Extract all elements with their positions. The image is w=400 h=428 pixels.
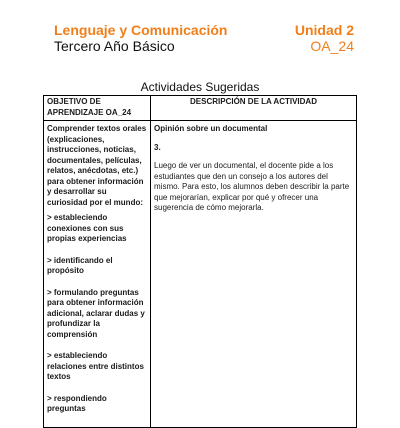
objective-item: > estableciendo relaciones entre distintos textos bbox=[47, 351, 144, 381]
objective-item: > identificando el propósito bbox=[47, 255, 113, 275]
grade-label: Tercero Año Básico bbox=[54, 38, 175, 54]
oa-code: OA_24 bbox=[310, 38, 354, 54]
objective-item: > respondiendo preguntas bbox=[47, 393, 107, 413]
unit-label: Unidad 2 bbox=[294, 22, 354, 38]
activity-title: Opinión sobre un documental bbox=[154, 124, 268, 133]
section-title: Actividades Sugeridas bbox=[140, 80, 260, 94]
table-header-row bbox=[44, 96, 357, 121]
objective-intro: Comprender textos orales (explicaciones, instrucciones, noticias, documentales, películas, relatos, anécdotas, etc.) para obtener información y desarrollar su curiosidad por el mundo: bbox=[47, 124, 147, 207]
description-cell bbox=[151, 121, 357, 428]
activity-table bbox=[43, 95, 357, 428]
activity-number: 3. bbox=[154, 142, 161, 152]
objective-item: > estableciendo conexiones con sus propias experiencias bbox=[47, 213, 127, 243]
objective-column-header: OBJETIVO DE APRENDIZAJE OA_24 bbox=[44, 96, 151, 121]
activity-description: Luego de ver un documental, el docente pide a los estudiantes que den un consejo a los autores del mismo. Para esto, los alumnos deben describir la parte que mejorarían, explicar por qué y ofrecer una sugerencia de cómo mejorarla. bbox=[154, 161, 350, 212]
description-column-header: DESCRIPCIÓN DE LA ACTIVIDAD bbox=[151, 96, 357, 121]
objective-item: > formulando preguntas para obtener información adicional, aclarar dudas y profundizar la comprensión bbox=[47, 287, 145, 339]
subject-title: Lenguaje y Comunicación bbox=[54, 22, 228, 38]
objective-cell bbox=[44, 121, 151, 428]
table-row bbox=[44, 121, 357, 428]
